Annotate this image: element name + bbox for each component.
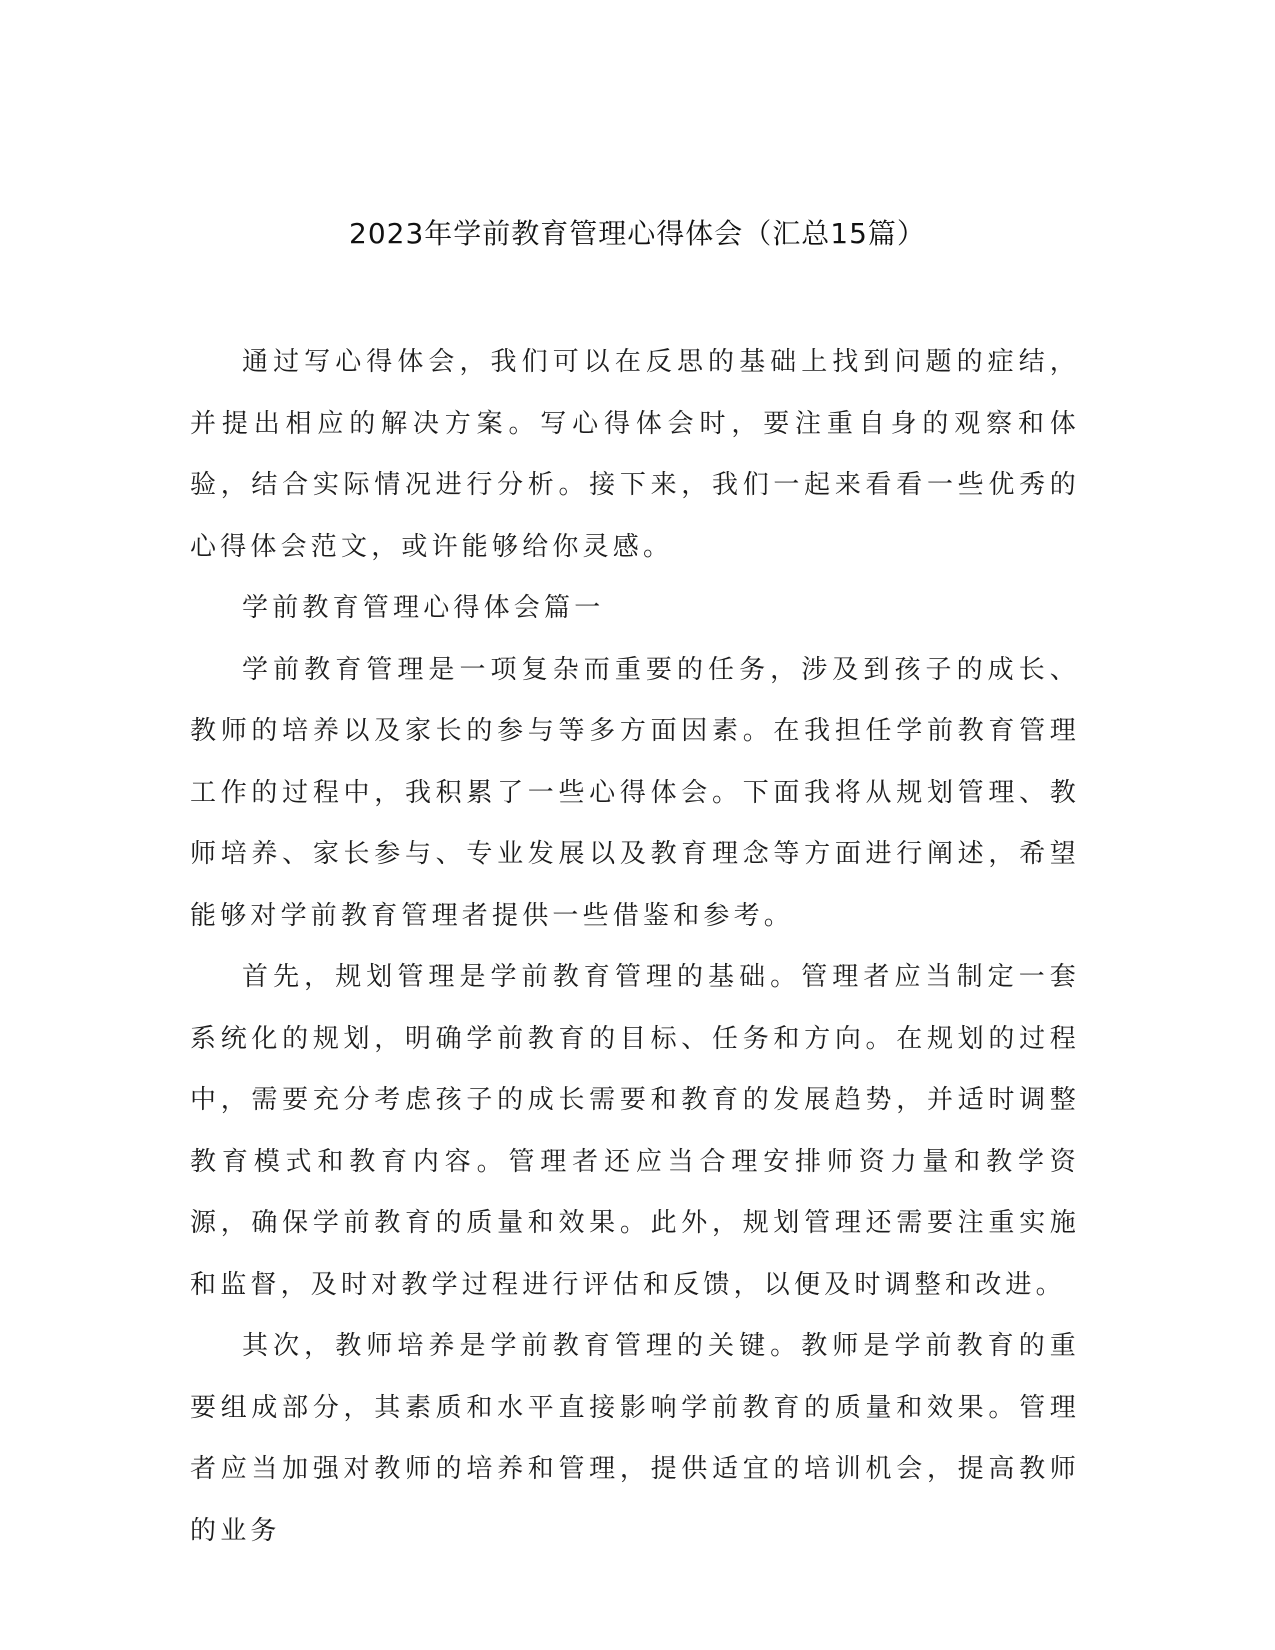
body-paragraph: 学前教育管理是一项复杂而重要的任务，涉及到孩子的成长、教师的培养以及家长的参与等多方面因素。在我担任学前教育管理工作的过程中，我积累了一些心得体会。下面我将从规划管理、教师培养、家长参与、专业发展以及教育理念等方面进行阐述，希望能够对学前教育管理者提供一些借鉴和参考。 bbox=[190, 654, 1080, 931]
intro-paragraph: 通过写心得体会，我们可以在反思的基础上找到问题的症结，并提出相应的解决方案。写心得体会时，要注重自身的观察和体验，结合实际情况进行分析。接下来，我们一起来看看一些优秀的心得体会范文，或许能够给你灵感。 bbox=[190, 347, 1080, 562]
section-heading: 学前教育管理心得体会篇一 bbox=[242, 593, 605, 623]
document-title: 2023年学前教育管理心得体会（汇总15篇） bbox=[349, 217, 926, 250]
body-paragraph: 其次，教师培养是学前教育管理的关键。教师是学前教育的重要组成部分，其素质和水平直接影响学前教育的质量和效果。管理者应当加强对教师的培养和管理，提供适宜的培训机会，提高教师的业务 bbox=[190, 1331, 1080, 1546]
body-paragraph: 首先，规划管理是学前教育管理的基础。管理者应当制定一套系统化的规划，明确学前教育的目标、任务和方向。在规划的过程中，需要充分考虑孩子的成长需要和教育的发展趋势，并适时调整教育模式和教育内容。管理者还应当合理安排师资力量和教学资源，确保学前教育的质量和效果。此外，规划管理还需要注重实施和监督，及时对教学过程进行评估和反馈，以便及时调整和改进。 bbox=[190, 962, 1080, 1300]
document-body bbox=[190, 332, 1080, 1562]
